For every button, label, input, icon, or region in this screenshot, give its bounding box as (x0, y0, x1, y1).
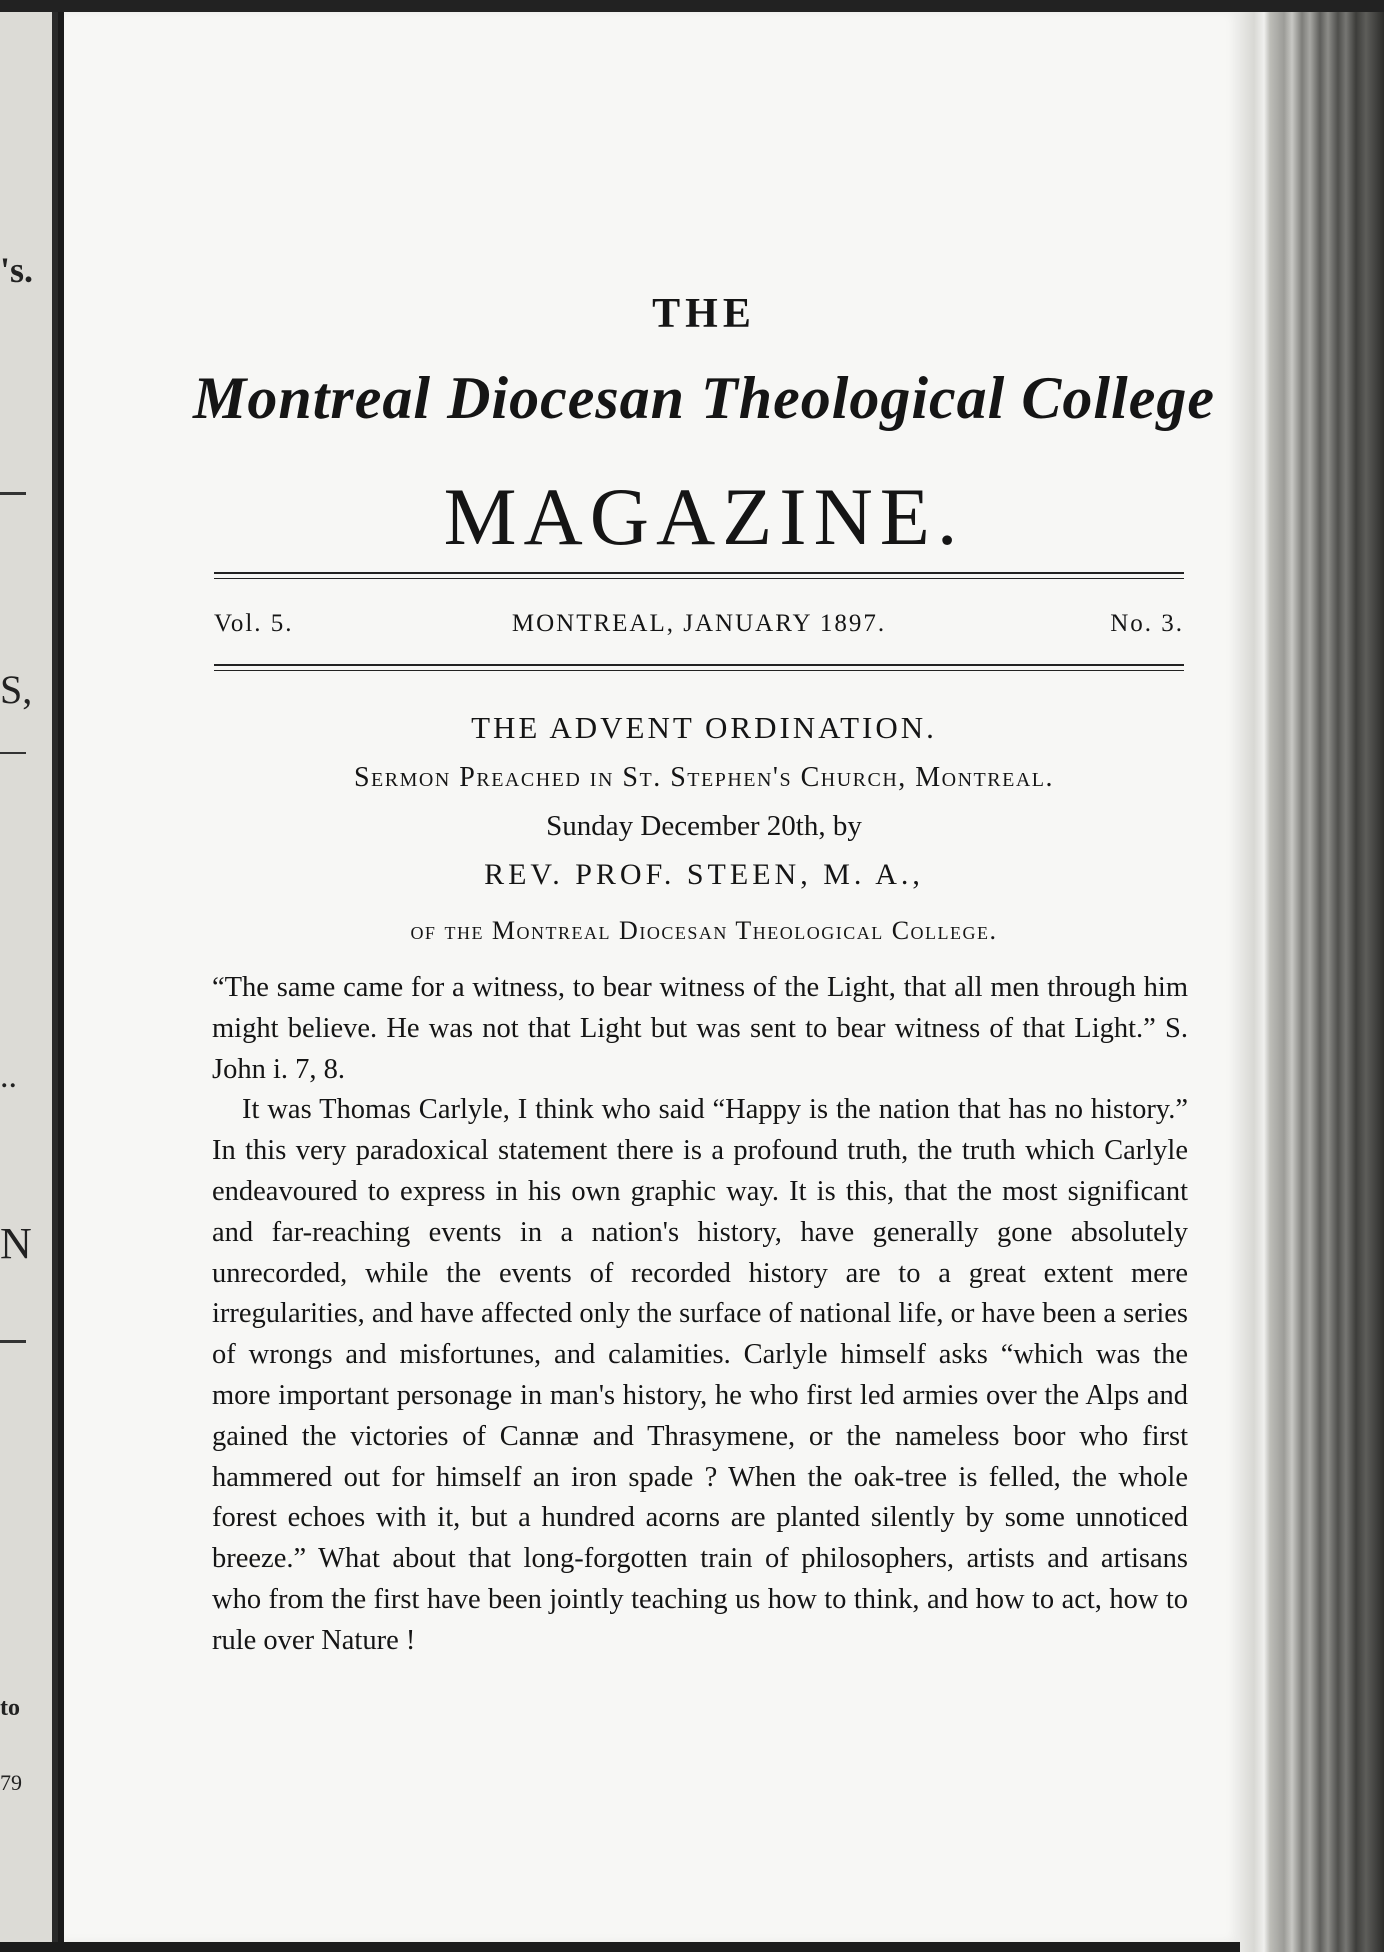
left-page-rule (0, 752, 26, 754)
magazine-page (64, 12, 1240, 1942)
left-page-rule (0, 1340, 26, 1343)
left-page-fragment: .. (0, 1058, 17, 1095)
article-body (212, 968, 1188, 1662)
epigraph: “The same came for a witness, to bear witness of the Light, that all men through him might believe. He was not that Light but was sent to bear witness of that Light.” S. John i. 7, 8. (212, 972, 1188, 1085)
article-subtitle: Sermon Preached in St. Stephen's Church, Montreal. (353, 762, 1054, 793)
left-page-fragment: 's. (0, 250, 34, 290)
masthead-the: THE (652, 291, 756, 337)
header-rule-top (214, 572, 1184, 579)
issue-date: MONTREAL, JANUARY 1897. (511, 610, 887, 637)
left-page-fragment: 79 (0, 1770, 22, 1795)
author-affiliation: of the Montreal Diocesan Theological College. (410, 916, 998, 945)
left-page-fragment: S, (0, 667, 33, 712)
article-date: Sunday December 20th, by (546, 810, 862, 842)
previous-page-edge (0, 12, 58, 1942)
masthead-title: Montreal Diocesan Theological College (193, 365, 1215, 431)
scan-top-edge (0, 0, 1384, 12)
left-page-rule (0, 492, 26, 495)
book-page-edges (1240, 12, 1384, 1952)
header-rule-bottom (214, 664, 1184, 671)
left-page-fragment: N (0, 1219, 32, 1268)
volume-number: Vol. 5. (214, 610, 294, 637)
left-page-fragment: to (0, 1695, 20, 1721)
dateline (214, 610, 1184, 646)
masthead-magazine: MAGAZINE. (443, 471, 965, 562)
issue-number: No. 3. (1110, 610, 1184, 637)
article-title: THE ADVENT ORDINATION. (471, 710, 937, 745)
article-author: REV. PROF. STEEN, M. A., (484, 858, 924, 891)
body-paragraph: It was Thomas Carlyle, I think who said “Happy is the nation that has no history.” In this very paradoxical statement there is a profound truth, the truth which Carlyle endeavoured to express in his own graphic way. It is this, that the most significant and far-reaching events in a nation's history, have generally gone absolutely unrecorded, while the events of recorded history are to a great extent mere irregularities, and have affected only the surface of national life, or have been a series of wrongs and misfortunes, and calamities. Carlyle himself asks “which was the more important personage in man's history, he who first led armies over the Alps and gained the victories of Cannæ and Thrasymene, or the nameless boor who first hammered out for himself an iron spade ? When the oak-tree is felled, the whole forest echoes with it, but a hundred acorns are planted silently by some unnoticed breeze.” What about that long-forgotten train of philosophers, artists and artisans who from the first have been jointly teaching us how to think, and how to act, how to rule over Nature ! (212, 1094, 1188, 1656)
